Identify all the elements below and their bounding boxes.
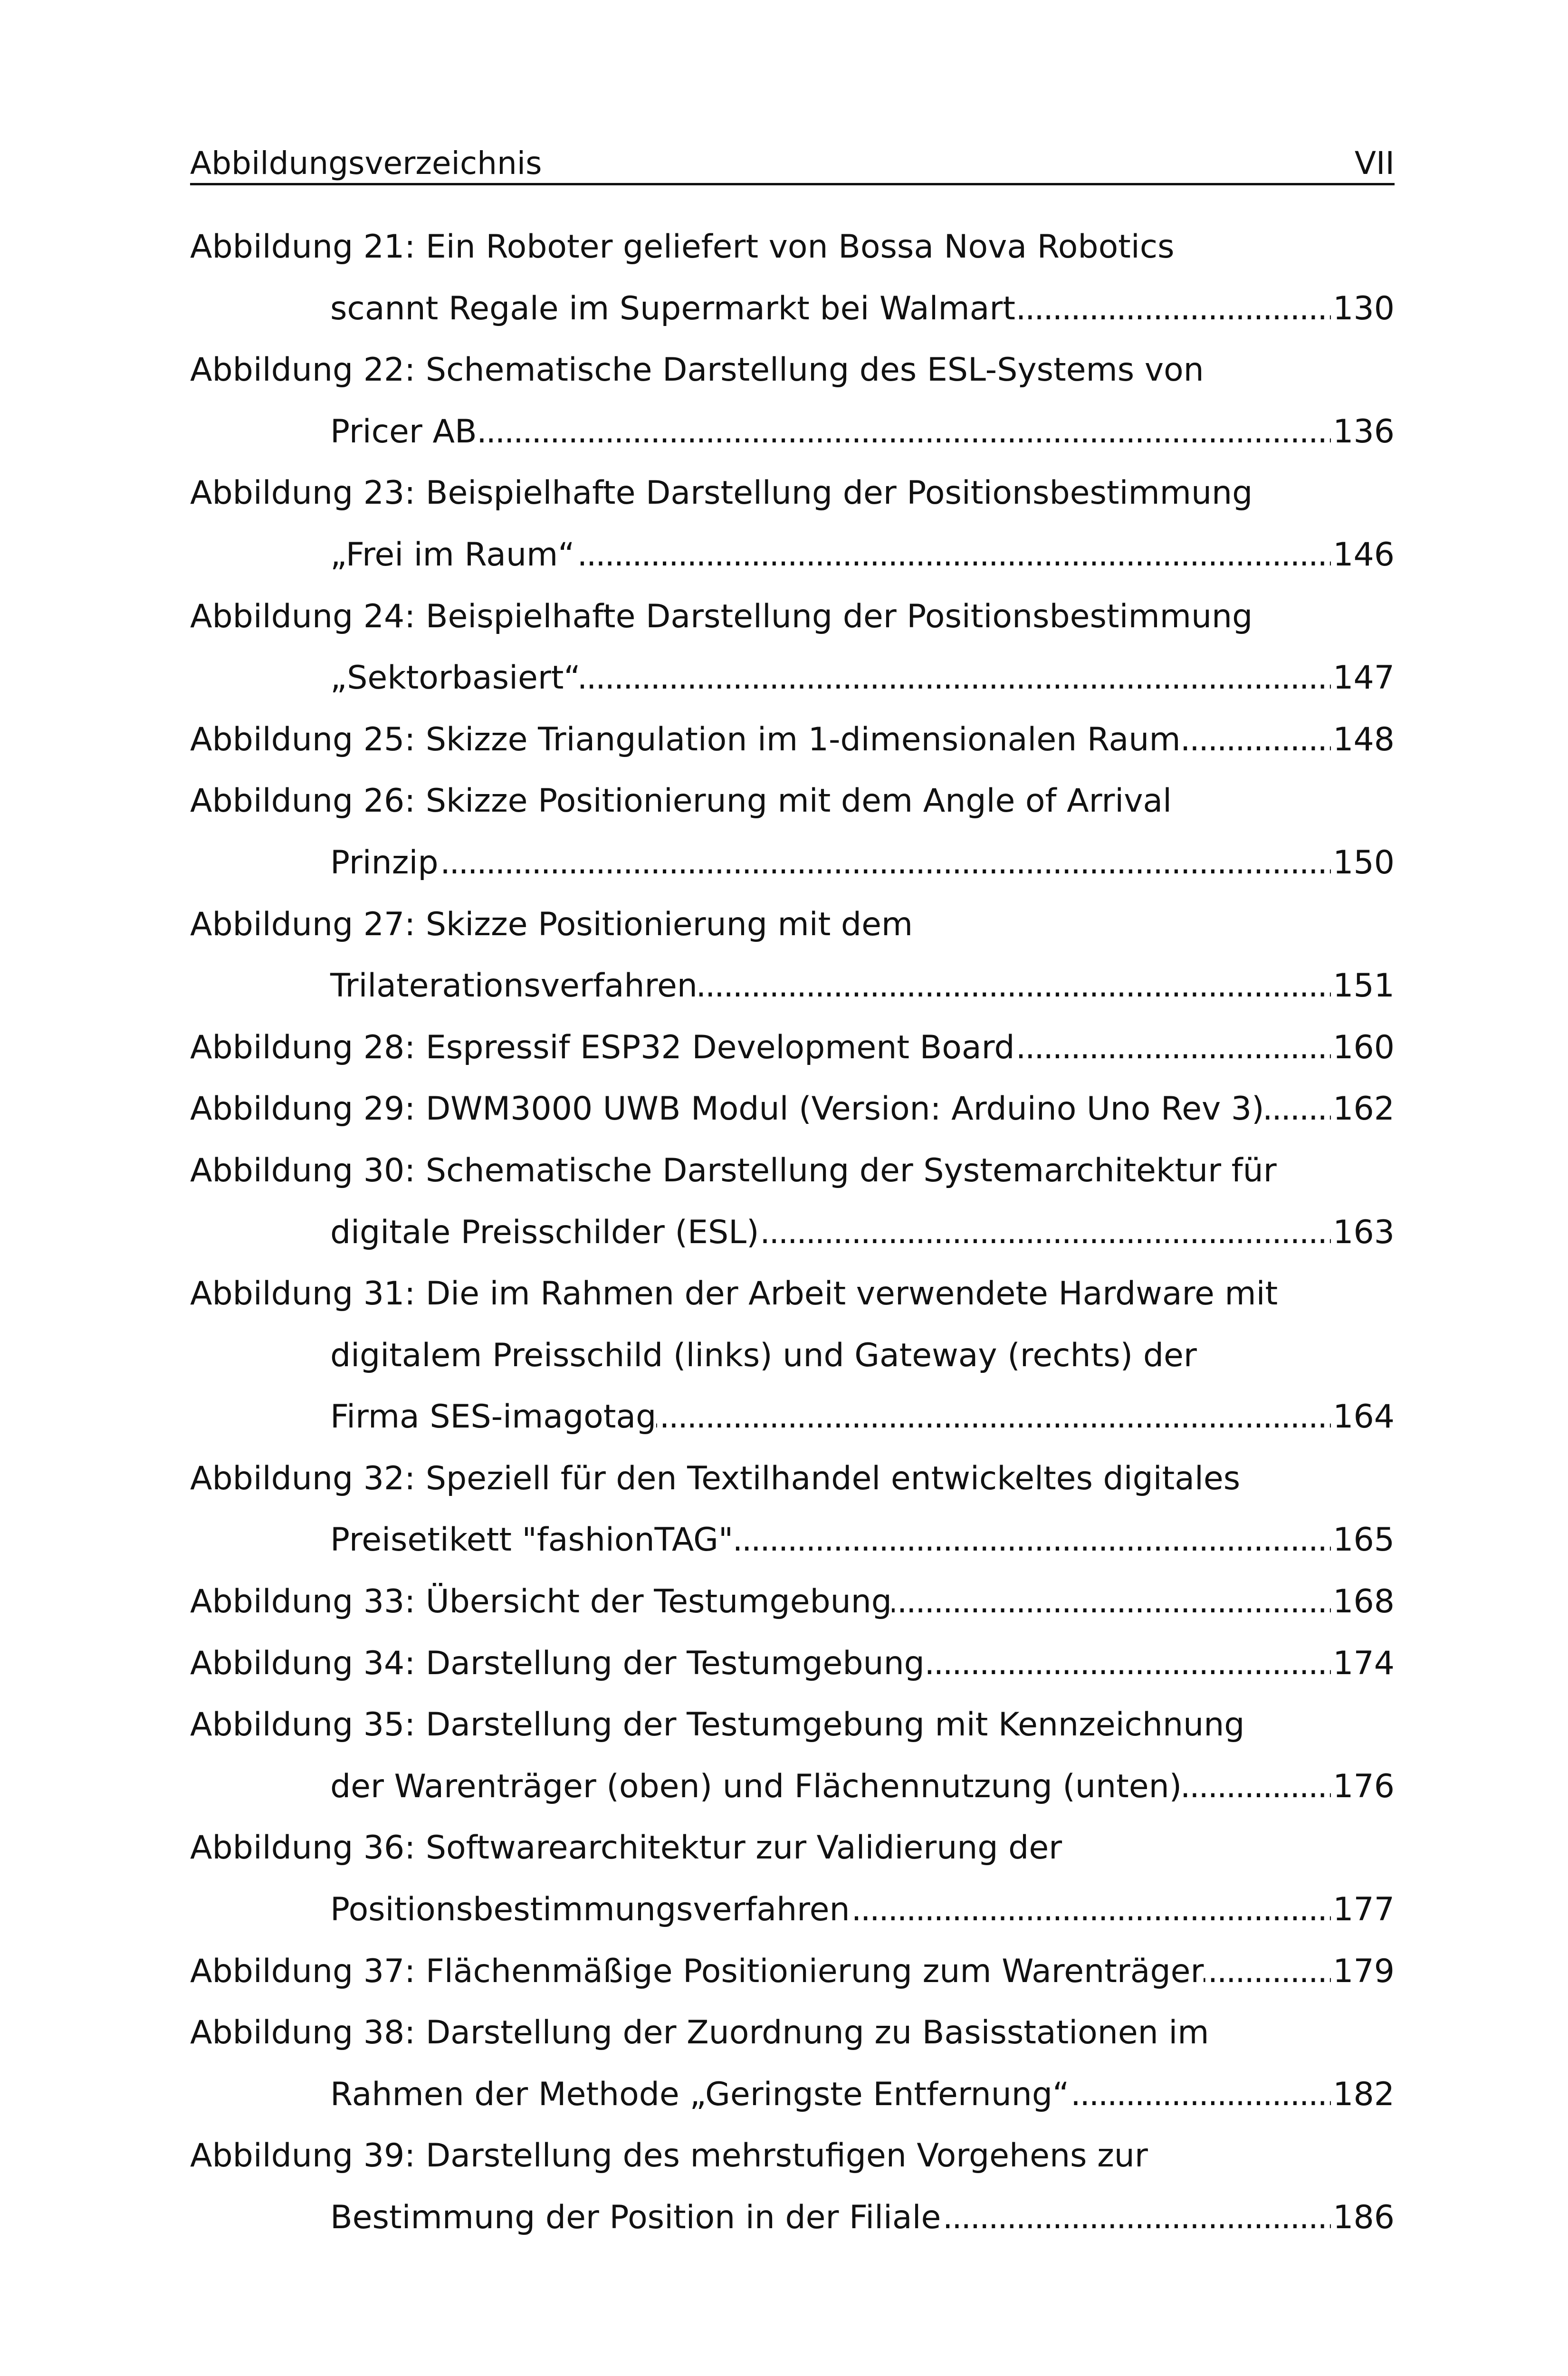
figure-entry-line [190,339,1395,401]
entry-text: digitale Preisschilder (ESL) [330,1213,759,1251]
entry-text: Prinzip [330,843,439,881]
dot-leader [1015,1017,1331,1079]
dot-leader [575,524,1331,586]
figure-entry-line [190,770,1395,832]
entry-page-number: 165 [1333,1521,1395,1559]
entry-text: Abbildung 30: Schematische Darstellung der Systemarchitektur für [190,1151,1277,1189]
figure-entry-line [190,832,1395,894]
dot-leader [581,647,1331,709]
entry-text: Abbildung 21: Ein Roboter geliefert von Bossa Nova Robotics [190,228,1175,266]
entry-page-number: 176 [1333,1767,1395,1805]
entry-text: Abbildung 26: Skizze Positionierung mit dem Angle of Arrival [190,782,1172,820]
entry-page-number: 147 [1333,659,1395,697]
figure-entry-line [190,1633,1395,1695]
dot-leader [1069,2064,1331,2126]
figure-entry-line [190,524,1395,586]
figure-entry-line [190,216,1395,278]
entry-text: Abbildung 36: Softwarearchitektur zur Validierung der [190,1829,1062,1867]
entry-text: Abbildung 35: Darstellung der Testumgebung mit Kennzeichnung [190,1706,1245,1744]
figure-entry-line [190,2125,1395,2187]
entry-text: Abbildung 25: Skizze Triangulation im 1-dimensionalen Raum [190,720,1181,758]
figure-entry-line [190,1694,1395,1756]
entry-page-number: 164 [1333,1398,1395,1436]
entry-text: Abbildung 28: Espressif ESP32 Development Board [190,1028,1015,1066]
figure-entry-line [190,1448,1395,1510]
entry-text: Abbildung 37: Flächenmäßige Positionierung zum Warenträger [190,1952,1204,1990]
figure-entry-line [190,462,1395,524]
running-header [190,140,1395,185]
entry-page-number: 177 [1333,1891,1395,1929]
entry-text: Abbildung 23: Beispielhafte Darstellung der Positionsbestimmung [190,474,1253,512]
figure-entry-line [190,1571,1395,1633]
figure-entry-line [190,401,1395,463]
dot-leader [733,1509,1331,1571]
figure-entry-line [190,894,1395,956]
entry-page-number: 151 [1333,967,1395,1005]
entry-text: Pricer AB [330,412,477,450]
entry-text: Firma SES-imagotag [330,1398,657,1436]
entry-text: Abbildung 31: Die im Rahmen der Arbeit verwendete Hardware mit [190,1275,1278,1313]
dot-leader [759,1202,1331,1264]
figure-entry-line [190,1941,1395,2002]
entry-text: Abbildung 22: Schematische Darstellung des ESL-Systems von [190,351,1204,389]
entry-page-number: 160 [1333,1028,1395,1066]
entry-page-number: 136 [1333,412,1395,450]
figure-entry-line [190,1140,1395,1202]
entry-page-number: 130 [1333,289,1395,327]
entry-text: Positionsbestimmungsverfahren [330,1891,850,1929]
entry-page-number: 146 [1333,536,1395,574]
dot-leader [477,401,1331,463]
figure-entry-line [190,1263,1395,1325]
entry-text: Abbildung 33: Übersicht der Testumgebung [190,1583,892,1621]
figure-entry-line [190,2002,1395,2064]
entry-text: scannt Regale im Supermarkt bei Walmart [330,289,1015,327]
entry-page-number: 179 [1333,1952,1395,1990]
figure-entry-line [190,647,1395,709]
dot-leader [439,832,1331,894]
entry-text: Trilaterationsverfahren [330,967,698,1005]
dot-leader [1182,1756,1331,1818]
entry-text: Abbildung 32: Speziell für den Textilhandel entwickeltes digitales [190,1459,1241,1497]
figure-entry-line [190,1509,1395,1571]
dot-leader [1204,1941,1331,2002]
entry-text: Abbildung 38: Darstellung der Zuordnung zu Basisstationen im [190,2014,1209,2052]
entry-page-number: 148 [1333,720,1395,758]
entry-text: Abbildung 27: Skizze Positionierung mit dem [190,905,913,943]
entry-page-number: 163 [1333,1213,1395,1251]
dot-leader [1015,278,1331,340]
header-page-number: VII [1354,145,1395,182]
entry-text: Bestimmung der Position in der Filiale [330,2199,941,2236]
figure-entry-line [190,2064,1395,2126]
entry-text: Preisetikett "fashionTAG" [330,1521,734,1559]
figure-entry-line [190,709,1395,771]
dot-leader [1264,1078,1331,1140]
dot-leader [698,955,1331,1017]
dot-leader [925,1633,1331,1695]
entry-text: Abbildung 29: DWM3000 UWB Modul (Version: Arduino Uno Rev 3) [190,1090,1264,1128]
figure-entry-line [190,1756,1395,1818]
figure-list [190,216,1395,2249]
entry-page-number: 174 [1333,1644,1395,1682]
entry-text: der Warenträger (oben) und Flächennutzung (unten) [330,1767,1182,1805]
dot-leader [941,2187,1331,2249]
figure-entry-line [190,586,1395,648]
figure-entry-line [190,1017,1395,1079]
entry-page-number: 168 [1333,1583,1395,1621]
figure-entry-line [190,955,1395,1017]
figure-entry-line [190,1325,1395,1387]
dot-leader [850,1879,1331,1941]
entry-text: Abbildung 39: Darstellung des mehrstufigen Vorgehens zur [190,2137,1148,2175]
entry-text: Rahmen der Methode „Geringste Entfernung“ [330,2075,1070,2113]
figure-entry-line [190,2187,1395,2249]
figure-entry-line [190,1879,1395,1941]
entry-text: „Sektorbasiert“ [330,659,581,697]
figure-entry-line [190,1386,1395,1448]
figure-entry-line [190,1202,1395,1264]
entry-text: „Frei im Raum“ [330,536,575,574]
entry-text: digitalem Preisschild (links) und Gateway (rechts) der [330,1336,1197,1374]
dot-leader [656,1386,1331,1448]
entry-page-number: 162 [1333,1090,1395,1128]
entry-text: Abbildung 24: Beispielhafte Darstellung der Positionsbestimmung [190,597,1253,635]
entry-page-number: 186 [1333,2199,1395,2236]
figure-entry-line [190,1817,1395,1879]
entry-page-number: 182 [1333,2075,1395,2113]
entry-text: Abbildung 34: Darstellung der Testumgebung [190,1644,925,1682]
figure-entry-line [190,1078,1395,1140]
dot-leader [892,1571,1331,1633]
entry-page-number: 150 [1333,843,1395,881]
figure-entry-line [190,278,1395,340]
header-title: Abbildungsverzeichnis [190,145,542,182]
dot-leader [1181,709,1331,771]
